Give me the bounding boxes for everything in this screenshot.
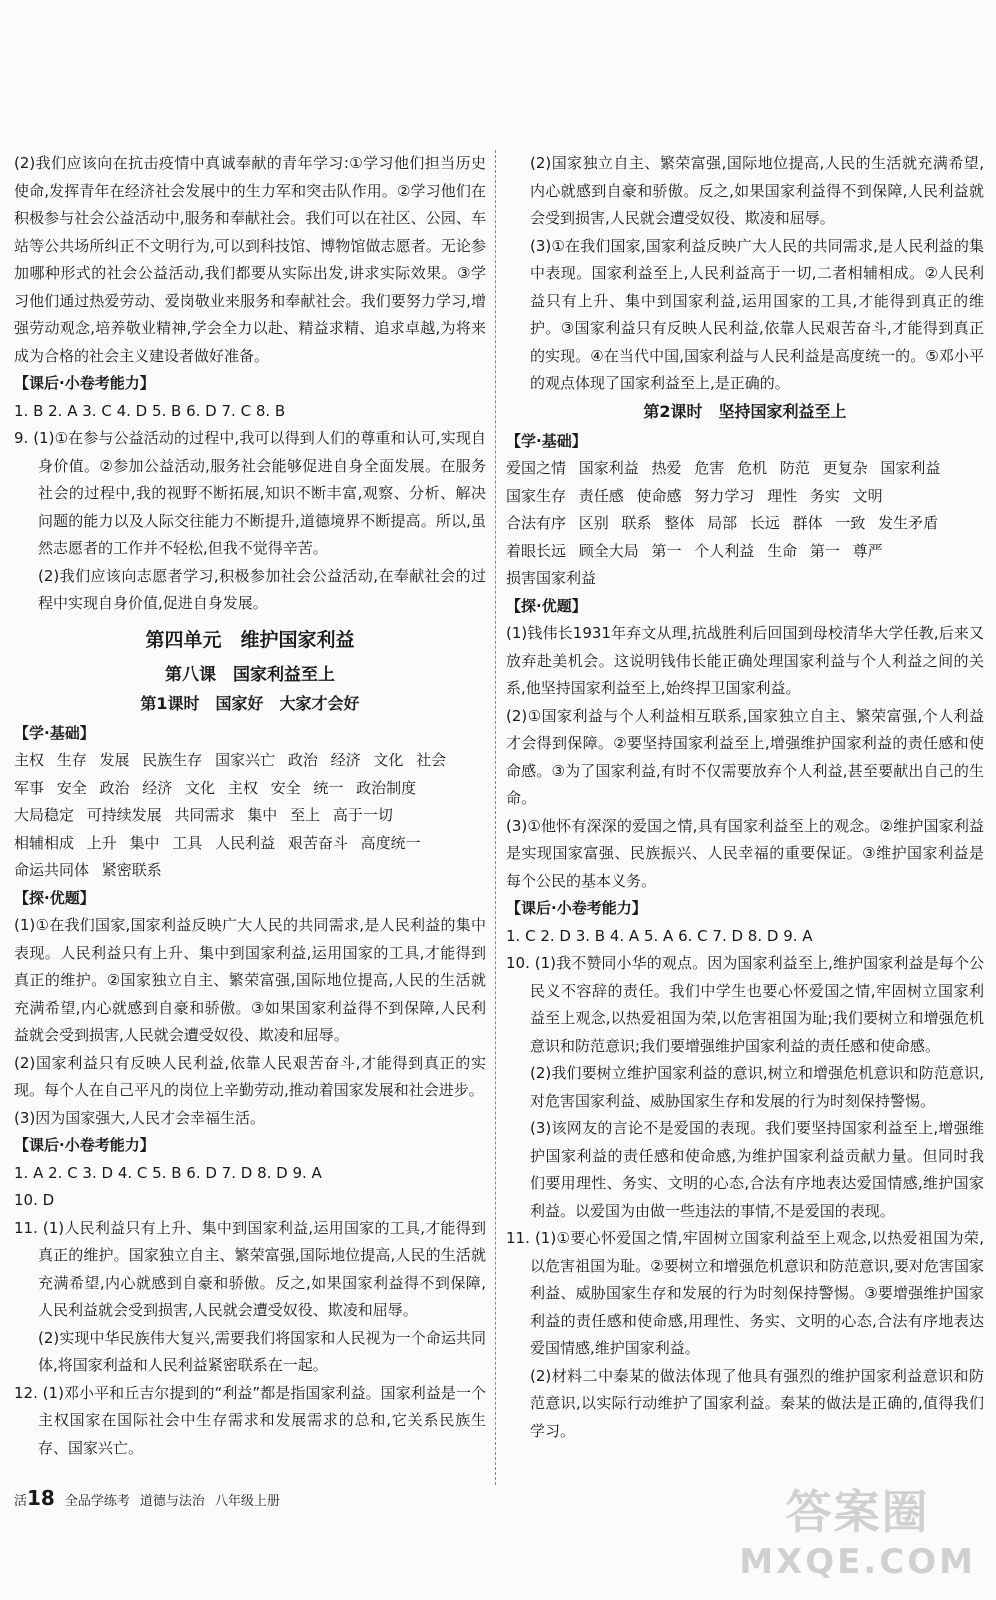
keyword-line: 相辅相成 上升 集中 工具 人民利益 艰苦奋斗 高度统一 [14, 833, 421, 852]
keyword-line: 合法有序 区别 联系 整体 局部 长远 群体 一致 发生矛盾 [506, 514, 939, 532]
question-answer: 11. (1)人民利益只有上升、集中到国家利益,运用国家的工具,才能得到真正的维护。国家独立自主、繁荣富强,国际地位提高,人民的生活就充满希望,内心就感到自豪和骄傲。反之,如果国家利益得不到保障,人民利益就会受到损害,人民就会遭受奴役、欺凌和屈辱。 [14, 1218, 486, 1319]
watermark-title: 答案圈 [785, 1485, 930, 1539]
keyword-line: 着眼长远 顾全大局 第一 个人利益 生命 第一 尊严 [506, 541, 883, 560]
keyword-line: 军事 安全 政治 经济 文化 主权 安全 统一 政治制度 [14, 778, 417, 797]
right-column [506, 150, 984, 1445]
footer-grade: 八年级上册 [214, 1494, 280, 1509]
watermark-url: MXQE.COM [739, 1542, 976, 1582]
section-label: 【学·基础】 [14, 723, 95, 742]
keyword-line: 大局稳定 可持续发展 共同需求 集中 至上 高于一切 [14, 806, 393, 824]
footer-page-number [14, 1486, 55, 1510]
answer-paragraph: (1)钱伟长1931年弃文从理,抗战胜利后回国到母校清华大学任教,后来又放弃赴美机会。这说明钱伟长能正确处理国家利益与个人利益之间的关系,他坚持国家利益至上,始终捍卫国家利益。 [506, 624, 984, 697]
keyword-line: 损害国家利益 [506, 569, 597, 587]
section-label: 【学·基础】 [506, 431, 587, 450]
section-label: 【课后·小卷考能力】 [14, 1136, 155, 1154]
lesson-title: 第八课 国家利益至上 [165, 664, 335, 685]
left-column [14, 150, 486, 1462]
keyword-line: 命运共同体 紧密联系 [14, 861, 162, 879]
page-footer [14, 1486, 280, 1510]
question-answer: 10. (1)我不赞同小华的观点。因为国家利益至上,维护国家利益是每个公民义不容辞的责任。我们中学生也要心怀爱国之情,牢固树立国家利益至上观念,以热爱祖国为荣,以危害祖国为耻;我们要树立和增强危机意识和防范意识;我们要增强维护国家利益的责任感和使命感。 [506, 954, 984, 1055]
answer-subparagraph: (3)①在我们国家,国家利益反映广大人民的共同需求,是人民利益的集中表现。国家利益至上,人民利益高于一切,二者相辅相成。②人民利益只有上升、集中到国家利益,运用国家的工具,才能得到真正的维护。③国家利益只有反映人民利益,依靠人民艰苦奋斗,才能得到真正的实现。④在当代中国,国家利益与人民利益是高度统一的。⑤邓小平的观点体现了国家利益至上,是正确的。 [530, 236, 984, 392]
question-answer: 12. (1)邓小平和丘吉尔提到的“利益”都是指国家利益。国家利益是一个主权国家在国际社会中生存需求和发展需求的总和,它关系民族生存、国家兴亡。 [14, 1383, 486, 1457]
footer-number: 18 [27, 1486, 55, 1510]
period-title: 第2课时 坚持国家利益至上 [643, 401, 847, 421]
question-answer: 11. (1)①要心怀爱国之情,牢固树立国家利益至上观念,以热爱祖国为荣,以危害祖国为耻。②要树立和增强危机意识和防范意识,要对危害国家利益、威胁国家生存和发展的行为时刻保持警惕。③要增强维护国家利益的责任感和使命感,用理性、务实、文明的心态,合法有序地表达爱国情感,维护国家利益。 [506, 1229, 984, 1357]
keyword-line: 主权 生存 发展 民族生存 国家兴亡 政治 经济 文化 社会 [14, 751, 447, 769]
answer-paragraph: (3)因为国家强大,人民才会幸福生活。 [14, 1108, 266, 1127]
answer-paragraph: 1. C 2. D 3. B 4. A 5. A 6. C 7. D 8. D 9. A [506, 926, 813, 945]
section-label: 【课后·小卷考能力】 [14, 374, 155, 392]
answer-paragraph: 1. A 2. C 3. D 4. C 5. B 6. D 7. D 8. D 9. A [14, 1163, 322, 1182]
question-answer: 9. (1)①在参与公益活动的过程中,我可以得到人们的尊重和认可,实现自身价值。②参加公益活动,服务社会能够促进自身全面发展。在服务社会的过程中,我的视野不断拓展,知识不断丰富,观察、分析、解决问题的能力以及人际交往能力不断提升,道德境界不断提高。所以,虽然志愿者的工作并不轻松,但我不觉得辛苦。 [14, 429, 486, 557]
answer-subparagraph: (2)国家独立自主、繁荣富强,国际地位提高,人民的生活就充满希望,内心就感到自豪和骄傲。反之,如果国家利益得不到保障,人民利益就会受到损害,人民就会遭受奴役、欺凌和屈辱。 [530, 154, 984, 227]
answer-subparagraph: (2)我们要树立维护国家利益的意识,树立和增强危机意识和防范意识,对危害国家利益、威胁国家生存和发展的行为时刻保持警惕。 [530, 1064, 984, 1110]
answer-paragraph: (2)我们应该向在抗击疫情中真诚奉献的青年学习:①学习他们担当历史使命,发挥青年在经济社会发展中的生力军和突击队作用。②学习他们在积极参与社会公益活动中,服务和奉献社会。我们可以在社区、公园、车站等公共场所纠正不文明行为,可以到科技馆、博物馆做志愿者。无论参加哪种形式的社会公益活动,我们都要从实际出发,讲求实际效果。③学习他们通过热爱劳动、爱岗敬业来服务和奉献社会。我们要努力学习,增强劳动观念,培养敬业精神,学会全力以赴、精益求精、追求卓越,为将来成为合格的社会主义建设者做好准备。 [14, 154, 486, 365]
answer-paragraph: 10. D [14, 1191, 55, 1209]
footer-prefix: 活 [14, 1494, 28, 1509]
answer-subparagraph: (3)该网友的言论不是爱国的表现。我们要坚持国家利益至上,增强维护国家利益的责任感和使命感,为维护国家利益贡献力量。但同时我们要用理性、务实、文明的心态,合法有序地表达爱国情感,维护国家利益。以爱国为由做一些违法的事情,不是爱国的表现。 [530, 1119, 984, 1220]
answer-paragraph: 1. B 2. A 3. C 4. D 5. B 6. D 7. C 8. B [14, 401, 286, 420]
answer-paragraph: (2)国家利益只有反映人民利益,依靠人民艰苦奋斗,才能得到真正的实现。每个人在自己平凡的岗位上辛勤劳动,推动着国家发展和社会进步。 [14, 1053, 486, 1099]
answer-paragraph: (2)①国家利益与个人利益相互联系,国家独立自主、繁荣富强,个人利益才会得到保障。②要坚持国家利益至上,增强维护国家利益的责任感和使命感。③为了国家利益,有时不仅需要放弃个人利益,甚至要献出自己的生命。 [506, 706, 984, 807]
keyword-line: 爱国之情 国家利益 热爱 危害 危机 防范 更复杂 国家利益 [506, 459, 941, 477]
answer-paragraph: (1)①在我们国家,国家利益反映广大人民的共同需求,是人民利益的集中表现。人民利益只有上升、集中到国家利益,运用国家的工具,才能得到真正的维护。②国家独立自主、繁荣富强,国际地位提高,人民的生活就充满希望,内心就感到自豪和骄傲。③如果国家利益得不到保障,人民利益就会受到损害,人民就会遭受奴役、欺凌和屈辱。 [14, 916, 486, 1044]
answer-subparagraph: (2)我们应该向志愿者学习,积极参加社会公益活动,在奉献社会的过程中实现自身价值,促进自身发展。 [38, 566, 486, 612]
footer-subject: 道德与法治 [139, 1494, 205, 1509]
section-label: 【探·优题】 [506, 596, 587, 615]
period-title: 第1课时 国家好 大家才会好 [140, 693, 360, 713]
section-label: 【课后·小卷考能力】 [506, 899, 647, 917]
unit-title: 第四单元 维护国家利益 [145, 628, 355, 651]
answer-subparagraph: (2)材料二中秦某的做法体现了他具有强烈的维护国家利益意识和防范意识,以实际行动维护了国家利益。秦某的做法是正确的,值得我们学习。 [530, 1366, 984, 1440]
section-label: 【探·优题】 [14, 888, 95, 907]
footer-book-title: 全品学练考 [64, 1494, 130, 1509]
keyword-line: 国家生存 责任感 使命感 努力学习 理性 务实 文明 [506, 486, 883, 505]
answer-subparagraph: (2)实现中华民族伟大复兴,需要我们将国家和人民视为一个命运共同体,将国家利益和人民利益紧密联系在一起。 [38, 1328, 486, 1374]
answer-paragraph: (3)①他怀有深深的爱国之情,具有国家利益至上的观念。②维护国家利益是实现国家富强、民族振兴、人民幸福的重要保证。③维护国家利益是每个公民的基本义务。 [506, 816, 984, 890]
watermark-logo [739, 1476, 976, 1582]
column-divider [495, 150, 496, 1485]
